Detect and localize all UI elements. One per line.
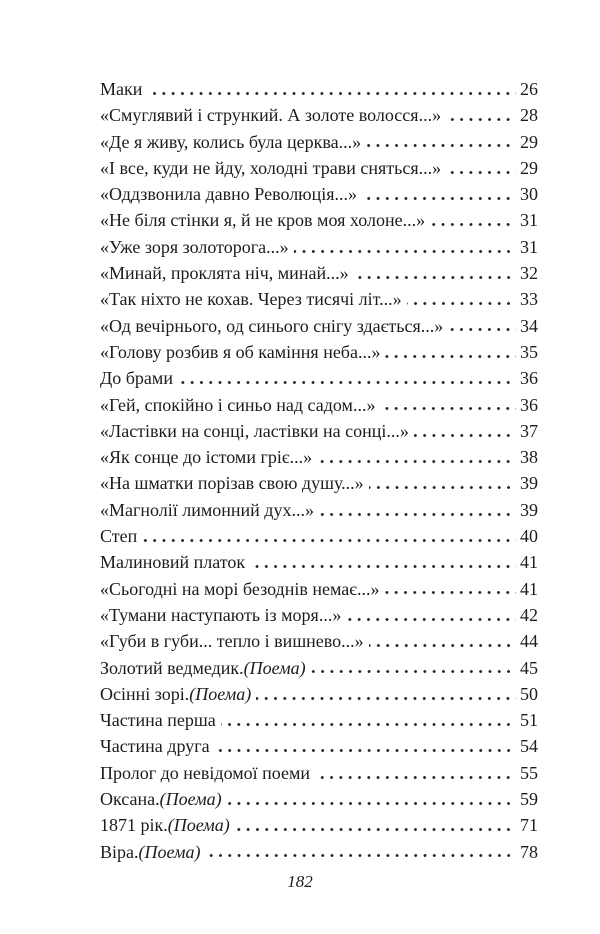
toc-entry-title: До брами: [100, 368, 173, 389]
toc-entry: [100, 207, 538, 233]
toc-entry: [100, 392, 538, 418]
toc-entry-title: «Уже зоря золоторога...»: [100, 236, 289, 257]
dot-leader: [142, 76, 520, 102]
toc-entry-title: Пролог до невідомої поеми: [100, 762, 310, 783]
toc-entry: [100, 129, 538, 155]
dot-leader: [402, 286, 520, 312]
dot-leader: [357, 181, 520, 207]
table-of-contents: [100, 76, 538, 865]
toc-entry-title: «І все, куди не йду, холодні трави сняться...»: [100, 157, 442, 178]
toc-entry-page: 36: [520, 394, 538, 415]
dot-leader: [364, 470, 520, 496]
dot-leader: [441, 155, 520, 181]
toc-entry-page: 37: [520, 420, 538, 441]
toc-entry: [100, 707, 538, 733]
toc-entry-title: «Ластівки на сонці, ластівки на сонці...»: [100, 420, 409, 441]
dot-leader: [173, 365, 520, 391]
toc-entry-title: «Тумани наступають із моря...»: [100, 604, 342, 625]
toc-entry-page: 29: [520, 157, 538, 178]
toc-entry-title: Осінні зорі.: [100, 683, 190, 704]
toc-entry-page: 38: [520, 447, 538, 468]
toc-entry-page: 30: [520, 184, 538, 205]
toc-entry-title: «Де я живу, колись була церква...»: [100, 131, 362, 152]
toc-entry-title: «Смуглявий і стрункий. А золоте волосся...»: [100, 105, 442, 126]
toc-entry: [100, 812, 538, 838]
toc-entry-page: 41: [520, 552, 538, 573]
toc-entry: [100, 786, 538, 812]
toc-entry-page: 78: [520, 841, 538, 862]
toc-entry: [100, 234, 538, 260]
toc-entry-poem-label: (Поема): [167, 815, 230, 836]
toc-entry: [100, 839, 538, 865]
toc-entry: [100, 181, 538, 207]
toc-entry-page: 45: [520, 657, 538, 678]
toc-entry-poem-label: (Поема): [138, 841, 201, 862]
toc-entry: [100, 339, 538, 365]
dot-leader: [210, 733, 520, 759]
toc-entry-title: 1871 рік.: [100, 815, 168, 836]
toc-entry-page: 31: [520, 210, 538, 231]
dot-leader: [306, 655, 520, 681]
toc-entry-poem-label: (Поема): [243, 657, 306, 678]
toc-entry-page: 41: [520, 578, 538, 599]
toc-entry-page: 34: [520, 315, 538, 336]
dot-leader: [216, 707, 520, 733]
toc-entry-title: Частина перша: [100, 710, 216, 731]
toc-entry-page: 33: [520, 289, 538, 310]
toc-entry-title: «Не біля стінки я, й не кров моя холоне...»: [100, 210, 426, 231]
toc-entry-title: «Так ніхто не кохав. Через тисячі літ...»: [100, 289, 402, 310]
toc-entry: [100, 523, 538, 549]
toc-entry-title: Маки: [100, 79, 143, 99]
dot-leader: [361, 129, 520, 155]
toc-entry-poem-label: (Поема): [189, 683, 252, 704]
toc-entry-title: «Магнолії лимонний дух...»: [100, 499, 314, 520]
toc-entry: [100, 733, 538, 759]
page-number: 182: [287, 872, 313, 891]
dot-leader: [379, 576, 520, 602]
dot-leader: [245, 549, 520, 575]
toc-entry: [100, 760, 538, 786]
toc-entry-title: Степ: [100, 526, 138, 547]
toc-entry-title: «Гей, спокійно і синьо над садом...»: [100, 394, 376, 415]
dot-leader: [289, 234, 520, 260]
toc-entry: [100, 260, 538, 286]
toc-entry: [100, 418, 538, 444]
toc-entry-title: «Оддзвонила давно Революція...»: [100, 184, 358, 205]
toc-entry: [100, 602, 538, 628]
toc-entry-page: 40: [520, 526, 538, 547]
toc-entry-page: 55: [520, 762, 538, 783]
toc-entry-page: 71: [520, 815, 538, 836]
toc-entry: [100, 76, 538, 102]
toc-entry-title: Малиновий платок: [100, 552, 246, 573]
toc-entry: [100, 444, 538, 470]
toc-entry-page: 35: [520, 341, 538, 362]
toc-entry: [100, 549, 538, 575]
dot-leader: [312, 444, 520, 470]
toc-entry: [100, 365, 538, 391]
toc-entry: [100, 628, 538, 654]
dot-leader: [314, 497, 520, 523]
toc-entry-page: 59: [520, 789, 538, 810]
toc-entry-page: 28: [520, 105, 538, 126]
dot-leader: [349, 260, 520, 286]
toc-entry-title: «Од вечірнього, од синього снігу здається...»: [100, 315, 444, 336]
toc-entry-poem-label: (Поема): [159, 789, 222, 810]
toc-entry-title: Золотий ведмедик.: [100, 657, 244, 678]
dot-leader: [251, 681, 520, 707]
toc-entry-title: Віра.: [100, 841, 139, 862]
toc-entry-title: «Сьогодні на морі безоднів немає...»: [100, 578, 380, 599]
toc-entry-page: 42: [520, 604, 538, 625]
dot-leader: [364, 628, 520, 654]
toc-entry-page: 31: [520, 236, 538, 257]
dot-leader: [443, 313, 520, 339]
dot-leader: [375, 392, 520, 418]
dot-leader: [230, 812, 520, 838]
dot-leader: [310, 760, 520, 786]
toc-entry-page: 51: [520, 710, 538, 731]
toc-entry: [100, 497, 538, 523]
toc-entry-page: 26: [520, 79, 538, 99]
dot-leader: [222, 786, 520, 812]
toc-entry-page: 44: [520, 631, 538, 652]
dot-leader: [341, 602, 520, 628]
toc-entry-page: 54: [520, 736, 538, 757]
toc-entry: [100, 286, 538, 312]
toc-entry-title: «Минай, проклята ніч, минай...»: [100, 263, 349, 284]
toc-entry: [100, 470, 538, 496]
toc-entry-title: «Голову розбив я об каміння неба...»: [100, 341, 381, 362]
toc-entry-page: 50: [520, 683, 538, 704]
toc-entry-page: 32: [520, 263, 538, 284]
toc-entry: [100, 155, 538, 181]
dot-leader: [380, 339, 520, 365]
toc-entry-page: 39: [520, 499, 538, 520]
toc-entry-title: «Губи в губи... тепло і вишнево...»: [100, 631, 364, 652]
dot-leader: [137, 523, 520, 549]
toc-entry: [100, 655, 538, 681]
toc-entry-title: «Як сонце до істоми гріє...»: [100, 447, 313, 468]
toc-entry: [100, 576, 538, 602]
toc-entry-page: 36: [520, 368, 538, 389]
toc-entry: [100, 313, 538, 339]
toc-entry-title: Частина друга: [100, 736, 210, 757]
toc-entry: [100, 681, 538, 707]
dot-leader: [425, 207, 520, 233]
toc-entry: [100, 102, 538, 128]
dot-leader: [201, 839, 520, 865]
dot-leader: [441, 102, 520, 128]
toc-entry-page: 39: [520, 473, 538, 494]
toc-entry-title: «На шматки порізав свою душу...»: [100, 473, 364, 494]
toc-entry-title: Оксана.: [100, 789, 160, 810]
dot-leader: [409, 418, 520, 444]
toc-entry-page: 29: [520, 131, 538, 152]
